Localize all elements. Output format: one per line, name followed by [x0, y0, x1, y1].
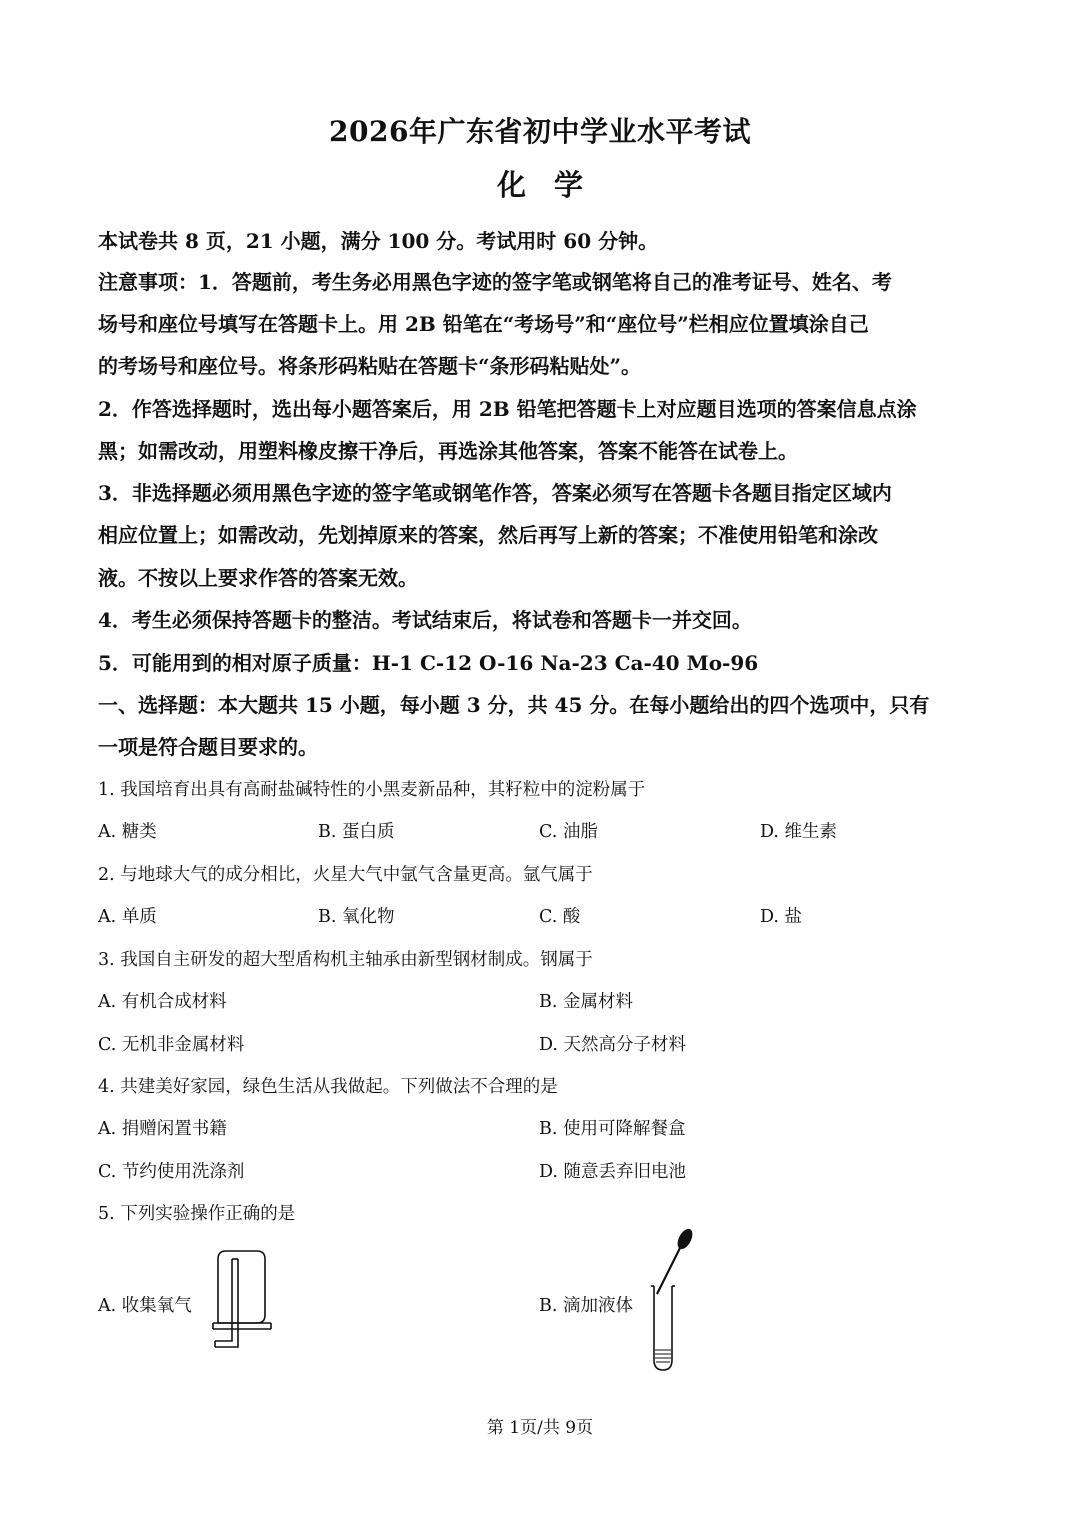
option-b: B. 使用可降解餐盒 [539, 1119, 686, 1139]
notes-line: 3．非选择题必须用黑色字迹的签字笔或钢笔作答，答案必须写在答题卡各题目指定区域内 [98, 481, 892, 505]
option-d: D. 天然高分子材料 [539, 1035, 687, 1055]
section-heading: 一、选择题：本大题共 15 小题，每小题 3 分，共 45 分。在每小题给出的四个选项中，只有 [98, 693, 930, 717]
option-c: C. 酸 [539, 907, 581, 927]
option-d: D. 随意丢弃旧电池 [539, 1162, 687, 1182]
option-d: D. 盐 [760, 907, 803, 927]
option-b: B. 金属材料 [539, 992, 633, 1012]
notes-intro: 本试卷共 8 页，21 小题，满分 100 分。考试用时 60 分钟。 [98, 229, 659, 253]
exam-subject: 化学 [496, 168, 611, 202]
option-a: A. 有机合成材料 [98, 992, 227, 1012]
option-c: C. 无机非金属材料 [98, 1035, 245, 1055]
exam-title: 2026年广东省初中学业水平考试 [329, 115, 751, 148]
question-stem: 4. 共建美好家园，绿色生活从我做起。下列做法不合理的是 [98, 1077, 558, 1097]
option-a: A. 收集氧气 [98, 1296, 192, 1316]
question-stem: 5. 下列实验操作正确的是 [98, 1204, 296, 1224]
section-heading: 一项是符合题目要求的。 [98, 735, 318, 759]
notes-line: 5．可能用到的相对原子质量：H-1 C-12 O-16 Na-23 Ca-40 Mo-96 [98, 651, 759, 675]
notes-line: 注意事项：1．答题前，考生务必用黑色字迹的签字笔或钢笔将自己的准考证号、姓名、考 [98, 270, 892, 294]
option-b: B. 蛋白质 [318, 822, 395, 842]
notes-line: 2．作答选择题时，选出每小题答案后，用 2B 铅笔把答题卡上对应题目选项的答案信息点涂 [98, 397, 917, 421]
notes-line: 场号和座位号填写在答题卡上。用 2B 铅笔在“考场号”和“座位号”栏相应位置填涂自己 [98, 312, 869, 336]
option-a: A. 糖类 [98, 822, 157, 842]
option-b: B. 滴加液体 [539, 1296, 633, 1316]
page-number: 第 1页/共 9页 [486, 1418, 594, 1438]
notes-line: 4．考生必须保持答题卡的整洁。考试结束后，将试卷和答题卡一并交回。 [98, 608, 752, 632]
option-d: D. 维生素 [760, 822, 838, 842]
option-b: B. 氧化物 [318, 907, 395, 927]
dropper-test-tube-icon [645, 1228, 695, 1378]
notes-line: 的考场号和座位号。将条形码粘贴在答题卡“条形码粘贴处”。 [98, 354, 642, 378]
notes-line: 黑；如需改动，用塑料橡皮擦干净后，再选涂其他答案，答案不能答在试卷上。 [98, 439, 798, 463]
question-stem: 3. 我国自主研发的超大型盾构机主轴承由新型钢材制成。钢属于 [98, 950, 593, 970]
gas-collection-bottle-icon [205, 1245, 275, 1355]
option-c: C. 油脂 [539, 822, 598, 842]
option-c: C. 节约使用洗涤剂 [98, 1162, 245, 1182]
notes-line: 相应位置上；如需改动，先划掉原来的答案，然后再写上新的答案；不准使用铅笔和涂改 [98, 523, 878, 547]
question-stem: 2. 与地球大气的成分相比，火星大气中氩气含量更高。氩气属于 [98, 865, 593, 885]
notes-line: 液。不按以上要求作答的答案无效。 [98, 566, 418, 590]
question-stem: 1. 我国培育出具有高耐盐碱特性的小黑麦新品种，其籽粒中的淀粉属于 [98, 780, 646, 800]
option-a: A. 捐赠闲置书籍 [98, 1119, 227, 1139]
option-a: A. 单质 [98, 907, 157, 927]
